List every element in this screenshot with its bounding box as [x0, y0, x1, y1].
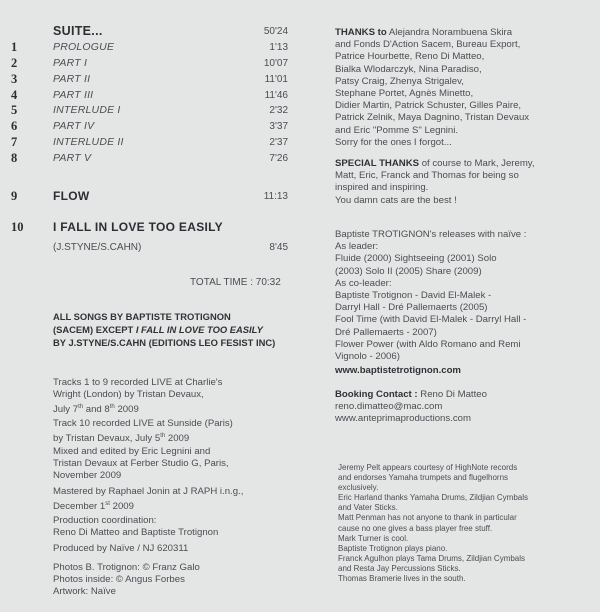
mixing-info: Mixed and edited by Eric Legnini and Tristan Devaux at Ferber Studio G, Paris, November 2009: [53, 446, 229, 481]
total-time: TOTAL TIME : 70:32: [190, 277, 281, 288]
credits-line: BY J.STYNE/S.CAHN (EDITIONS LEO FESIST INC): [53, 337, 276, 348]
track-title: FLOW: [53, 189, 90, 203]
track-number: 8: [11, 151, 18, 166]
track-number: 6: [11, 119, 18, 134]
track-duration: 10'07: [263, 57, 288, 69]
track-credit: (J.STYNE/S.CAHN): [53, 242, 142, 253]
mastering-info: Mastered by Raphael Jonin at J RAPH i.n.g., December 1st 2009: [53, 486, 244, 513]
track-title: PART I: [53, 56, 88, 69]
booking-website[interactable]: www.anteprimaproductions.com: [335, 413, 471, 425]
track-title: PROLOGUE: [53, 40, 115, 53]
thanks-section: THANKS to Alejandra Norambuena Skira and Fonds D'Action Sacem, Bureau Export, Patrice Hourbette, Reno Di Matteo, Bialka Wlodarczyk, Nina Paradiso, Patsy Craig, Zhenya Strigalev, Stephane Portet, Agnès Minetto, Didier Martin, Patrick Schuster, Gilles Paire, Patrick Zelnik, Maya Dagnino, Tristan Devaux and Eric "Pomme S" Legnini. Sorry for the ones I forgot...: [335, 27, 530, 148]
track-title: PART V: [53, 152, 92, 165]
track-number: 5: [11, 103, 18, 118]
track-title: INTERLUDE I: [53, 104, 121, 117]
track-title: PART II: [53, 72, 91, 85]
track-row: [8, 56, 288, 72]
production-info: Production coordination: Reno Di Matteo and Baptiste Trotignon: [53, 515, 219, 538]
track-row: [8, 119, 288, 135]
suite-duration: 50'24: [263, 26, 288, 37]
track-duration: 2'37: [269, 137, 288, 149]
track-duration: 2'32: [269, 105, 288, 117]
track-title: INTERLUDE II: [53, 136, 124, 149]
booking-email[interactable]: reno.dimatteo@mac.com: [335, 401, 443, 413]
track-duration: 7'26: [269, 153, 288, 165]
songwriting-credits: [53, 310, 303, 349]
recording-info-paris: Track 10 recorded LIVE at Sunside (Paris) by Tristan Devaux, July 5th 2009: [53, 418, 233, 445]
track-number: 2: [11, 55, 18, 70]
track-row: [8, 88, 288, 104]
artist-website[interactable]: www.baptistetrotignon.com: [335, 365, 461, 376]
track-number: 1: [11, 39, 18, 54]
suite-title: SUITE...: [53, 24, 103, 38]
track-row: [8, 103, 288, 119]
track-row: [8, 40, 288, 56]
musician-notes: Jeremy Pelt appears courtesy of HighNote records and endorses Yamaha trumpets and flugelhorns exclusively. Eric Harland thanks Yamaha Drums, Zildjian Cymbals and Vater Sticks. Matt Penman has not anyone to thank in particular cause no one gives a bass player free stuff. Mark Turner is cool. Baptiste Trotignon plays piano. Franck Agulhon plays Tama Drums, Zildjian Cymbals and Resta Jay Percussions Sticks. Thomas Bramerie lives in the south.: [338, 463, 528, 584]
track-duration: 11'01: [264, 73, 288, 85]
producer-info: Produced by Naïve / NJ 620311: [53, 543, 189, 554]
track-credit-row: [53, 240, 288, 256]
track-number: 9: [11, 189, 18, 203]
track-duration: 8'45: [269, 242, 288, 253]
track-duration: 3'37: [269, 121, 288, 133]
track-number: 10: [11, 220, 24, 234]
suite-header: [8, 24, 288, 40]
track-number: 4: [11, 87, 18, 102]
track-row-flow: [8, 189, 288, 205]
track-row: [8, 135, 288, 151]
track-title: PART IV: [53, 120, 95, 133]
track-duration: 1'13: [269, 41, 288, 53]
track-title: I FALL IN LOVE TOO EASILY: [53, 220, 223, 234]
track-number: 3: [11, 71, 18, 86]
booking-heading: Booking Contact :: [335, 389, 418, 400]
credits-line: ALL SONGS BY BAPTISTE TROTIGNON: [53, 311, 231, 322]
tracklist: [8, 24, 288, 167]
special-thanks-heading: SPECIAL THANKS: [335, 158, 420, 169]
special-thanks-section: SPECIAL THANKS of course to Mark, Jeremy, Matt, Eric, Franck and Thomas for being so inspired and inspiring. You damn cats are the best !: [335, 158, 535, 206]
track-row: [8, 72, 288, 88]
releases-section: Baptiste TROTIGNON's releases with naïve : As leader: Fluide (2000) Sightseeing (2001) Solo (2003) Solo II (2005) Share (2009) As co-leader: Baptiste Trotignon - David El-Malek - Darryl Hall - Dré Pallemaerts (2005) Fool Time (with David El-Malek - Darryl Hall - Dré Pallemaerts - 2007) Flower Power (with Aldo Romano and Remi Vignolo - 2006): [335, 229, 527, 363]
track-row-fall-in-love: [8, 220, 288, 236]
thanks-heading: THANKS to: [335, 27, 387, 38]
track-row: [8, 151, 288, 167]
track-duration: 11:13: [263, 191, 288, 202]
track-title: PART III: [53, 88, 94, 101]
track-duration: 11'46: [264, 89, 288, 101]
recording-info-london: Tracks 1 to 9 recorded LIVE at Charlie's Wright (London) by Tristan Devaux, July 7th and 8th 2009: [53, 377, 223, 416]
track-number: 7: [11, 135, 18, 150]
booking-contact: Booking Contact : Reno Di Matteo reno.dimatteo@mac.com www.anteprimaproductions.com: [335, 389, 585, 426]
photo-credits: Photos B. Trotignon: © Franz Galo Photos inside: © Angus Forbes Artwork: Naïve: [53, 562, 200, 597]
credits-line: (SACEM) EXCEPT I FALL IN LOVE TOO EASILY: [53, 324, 263, 335]
